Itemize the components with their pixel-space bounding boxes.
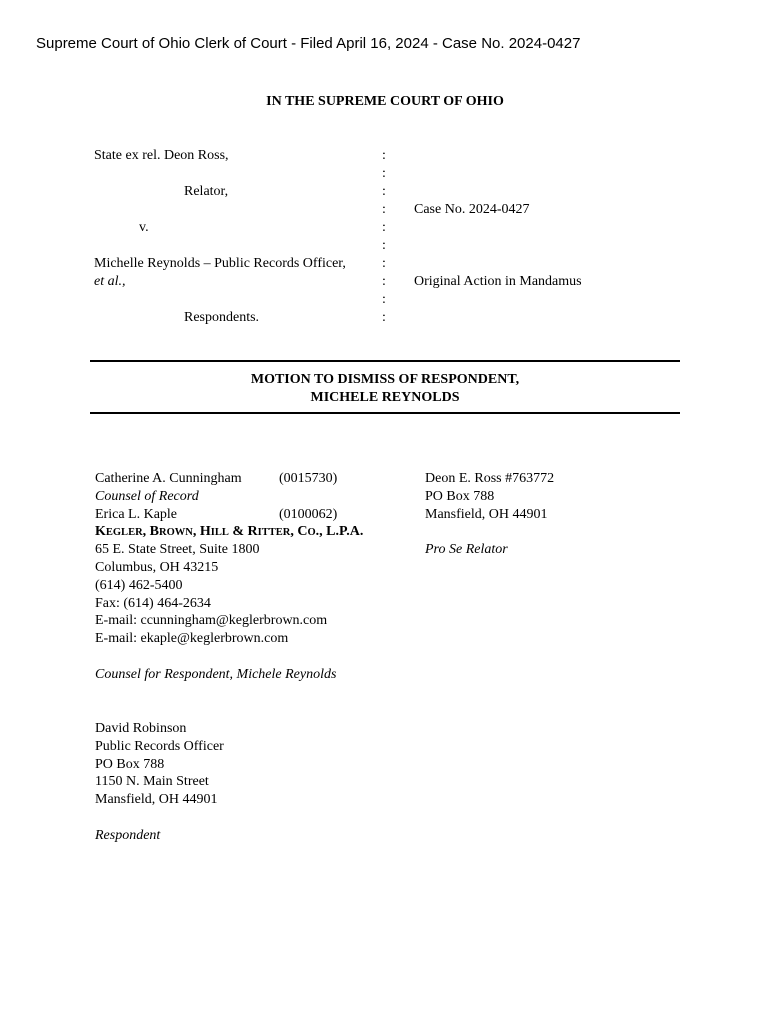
caption-separator: : xyxy=(382,310,386,325)
attorney2-bar-number: (0100062) xyxy=(279,506,338,522)
bottom-rule xyxy=(90,412,680,414)
caption-separator: : xyxy=(382,256,386,271)
action-type: Original Action in Mandamus xyxy=(414,274,582,289)
firm-address2: Columbus, OH 43215 xyxy=(95,559,219,575)
relator-name: State ex rel. Deon Ross, xyxy=(94,148,229,163)
spacer xyxy=(95,648,363,666)
versus-label: v. xyxy=(139,220,149,235)
caption-separator: : xyxy=(382,184,386,199)
caption-separator-column xyxy=(382,147,386,327)
respondent-block xyxy=(95,720,224,845)
attorney1-bar-number: (0015730) xyxy=(279,471,338,486)
respondent-title: Public Records Officer xyxy=(95,738,224,754)
attorney2-name: Erica L. Kaple xyxy=(95,506,178,522)
respondent-name-et-al: et al., xyxy=(94,274,126,289)
case-number: Case No. 2024-0427 xyxy=(414,202,530,217)
attorney1-name: Catherine A. Cunningham xyxy=(95,471,242,486)
relator-address2: Mansfield, OH 44901 xyxy=(425,506,548,522)
firm-phone: (614) 462-5400 xyxy=(95,577,183,593)
email2: E-mail: ekaple@keglerbrown.com xyxy=(95,631,289,647)
relator-role: Relator, xyxy=(184,184,229,199)
firm-fax: Fax: (614) 464-2634 xyxy=(95,595,211,611)
court-title: IN THE SUPREME COURT OF OHIO xyxy=(266,94,504,109)
counsel-block xyxy=(95,470,363,684)
respondent-designation: Respondent xyxy=(95,827,161,843)
relator-block xyxy=(425,470,554,559)
respondent-address3: Mansfield, OH 44901 xyxy=(95,792,218,808)
relator-designation: Pro Se Relator xyxy=(425,542,508,558)
motion-title xyxy=(0,371,770,407)
spacer xyxy=(425,523,554,541)
caption-separator: : xyxy=(382,274,386,289)
caption-separator: : xyxy=(382,166,386,181)
respondent-contact-name: David Robinson xyxy=(95,721,187,736)
top-rule xyxy=(90,360,680,362)
caption-separator: : xyxy=(382,148,386,163)
caption-separator: : xyxy=(382,238,386,253)
filing-header: Supreme Court of Ohio Clerk of Court - Filed April 16, 2024 - Case No. 2024-0427 xyxy=(36,35,581,52)
attorney2-row xyxy=(95,506,363,524)
respondent-address2: 1150 N. Main Street xyxy=(95,774,209,790)
respondent-role: Respondents. xyxy=(184,310,260,325)
respondent-address1: PO Box 788 xyxy=(95,756,165,772)
attorney1-role: Counsel of Record xyxy=(95,488,199,504)
law-firm-name: KEGLER, BROWN, HILL & RITTER, CO., L.P.A. xyxy=(95,524,364,540)
relator-contact-name: Deon E. Ross #763772 xyxy=(425,471,555,486)
motion-title-line1: MOTION TO DISMISS OF RESPONDENT, xyxy=(250,372,520,387)
spacer xyxy=(95,809,224,827)
counsel-designation: Counsel for Respondent, Michele Reynolds xyxy=(95,666,337,682)
caption-separator: : xyxy=(382,202,386,217)
relator-address1: PO Box 788 xyxy=(425,488,495,504)
attorney1-row xyxy=(95,470,363,488)
motion-title-line2: MICHELE REYNOLDS xyxy=(310,390,460,405)
caption-separator: : xyxy=(382,220,386,235)
firm-address1: 65 E. State Street, Suite 1800 xyxy=(95,542,260,558)
caption-separator: : xyxy=(382,292,386,307)
respondent-name: Michelle Reynolds – Public Records Officer, xyxy=(94,256,346,271)
email1: E-mail: ccunningham@keglerbrown.com xyxy=(95,613,328,629)
